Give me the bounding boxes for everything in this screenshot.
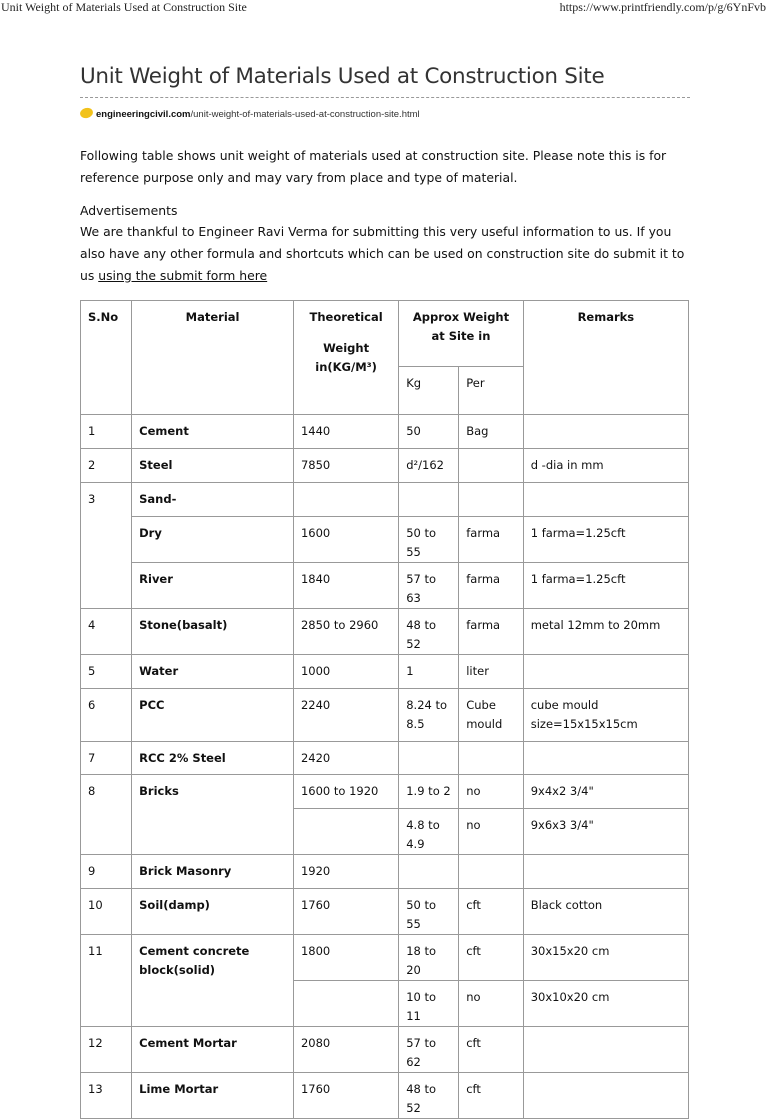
cell-kg bbox=[399, 742, 459, 775]
table-row bbox=[81, 1027, 689, 1073]
table-row bbox=[81, 689, 689, 742]
cell-per: farma bbox=[459, 517, 524, 563]
source-domain[interactable]: engineeringcivil.com bbox=[96, 109, 191, 120]
cell-per: farma bbox=[459, 563, 524, 609]
table-row bbox=[81, 855, 689, 889]
cell-kg: 50 to 55 bbox=[399, 889, 459, 935]
cell-material: Cement Mortar bbox=[132, 1027, 294, 1073]
cell-remarks: cube mould size=15x15x15cm bbox=[523, 689, 688, 742]
cell-weight: 1760 bbox=[293, 889, 398, 935]
cell-weight bbox=[293, 981, 398, 1027]
cell-kg: 48 to 52 bbox=[399, 609, 459, 655]
cell-material: River bbox=[132, 563, 294, 609]
cell-material: Steel bbox=[132, 449, 294, 483]
cell-weight: 2420 bbox=[293, 742, 398, 775]
cell-weight: 1840 bbox=[293, 563, 398, 609]
cell-remarks: 9x4x2 3/4" bbox=[523, 775, 688, 809]
table-row bbox=[81, 1073, 689, 1119]
cell-material: Bricks bbox=[132, 775, 294, 855]
cell-weight: 1920 bbox=[293, 855, 398, 889]
cell-remarks: metal 12mm to 20mm bbox=[523, 609, 688, 655]
cell-kg: 48 to 52 bbox=[399, 1073, 459, 1119]
cell-kg: 10 to 11 bbox=[399, 981, 459, 1027]
header-per: Per bbox=[459, 367, 524, 415]
cell-sno: 7 bbox=[81, 742, 132, 775]
header-material: Material bbox=[132, 301, 294, 415]
table-row bbox=[81, 742, 689, 775]
cell-remarks bbox=[523, 742, 688, 775]
print-header-title: Unit Weight of Materials Used at Construction Site bbox=[1, 0, 247, 14]
cell-per: liter bbox=[459, 655, 524, 689]
table-row bbox=[81, 935, 689, 981]
thanks-paragraph bbox=[80, 221, 692, 287]
cell-sno: 11 bbox=[81, 935, 132, 1027]
cell-sno: 12 bbox=[81, 1027, 132, 1073]
table-body bbox=[81, 415, 689, 1119]
table-row bbox=[81, 449, 689, 483]
cell-remarks bbox=[523, 415, 688, 449]
cell-sno: 4 bbox=[81, 609, 132, 655]
thanks-text: We are thankful to Engineer Ravi Verma for submitting this very useful information to us. If you also have any other formula and shortcuts which can be used on construction site do submit it to us bbox=[80, 224, 685, 283]
cell-sno: 3 bbox=[81, 483, 132, 609]
cell-kg: 1.9 to 2 bbox=[399, 775, 459, 809]
cell-weight: 1000 bbox=[293, 655, 398, 689]
cell-per bbox=[459, 449, 524, 483]
cell-sno: 13 bbox=[81, 1073, 132, 1119]
cell-weight: 2850 to 2960 bbox=[293, 609, 398, 655]
cell-per: no bbox=[459, 809, 524, 855]
header-kg: Kg bbox=[399, 367, 459, 415]
unit-weight-table bbox=[80, 300, 689, 1119]
cell-weight: 7850 bbox=[293, 449, 398, 483]
cell-per bbox=[459, 483, 524, 517]
cell-remarks bbox=[523, 1073, 688, 1119]
cell-material: Water bbox=[132, 655, 294, 689]
cell-per: farma bbox=[459, 609, 524, 655]
cell-kg: 57 to 62 bbox=[399, 1027, 459, 1073]
cell-kg: 50 to 55 bbox=[399, 517, 459, 563]
header-theoretical-line2: Weight in(KG/M³) bbox=[315, 341, 377, 374]
cell-weight: 1440 bbox=[293, 415, 398, 449]
table-row bbox=[81, 563, 689, 609]
table-row bbox=[81, 655, 689, 689]
cell-material: Cement concrete block(solid) bbox=[132, 935, 294, 1027]
cell-material: Dry bbox=[132, 517, 294, 563]
cell-remarks bbox=[523, 855, 688, 889]
cell-material: Lime Mortar bbox=[132, 1073, 294, 1119]
cell-material: Sand- bbox=[132, 483, 294, 517]
source-path[interactable]: /unit-weight-of-materials-used-at-construction-site.html bbox=[190, 109, 420, 120]
cell-weight: 1600 bbox=[293, 517, 398, 563]
cell-remarks bbox=[523, 483, 688, 517]
header-remarks: Remarks bbox=[523, 301, 688, 415]
table-row bbox=[81, 609, 689, 655]
page-title: Unit Weight of Materials Used at Construction Site bbox=[80, 64, 690, 98]
cell-kg: d²/162 bbox=[399, 449, 459, 483]
cell-kg bbox=[399, 483, 459, 517]
cell-sno: 5 bbox=[81, 655, 132, 689]
cell-per bbox=[459, 742, 524, 775]
cell-per: no bbox=[459, 775, 524, 809]
cell-sno: 10 bbox=[81, 889, 132, 935]
table-row bbox=[81, 517, 689, 563]
cell-material: RCC 2% Steel bbox=[132, 742, 294, 775]
cell-sno: 9 bbox=[81, 855, 132, 889]
table-row bbox=[81, 415, 689, 449]
submit-form-link[interactable]: using the submit form here bbox=[98, 268, 268, 283]
cell-per: cft bbox=[459, 1073, 524, 1119]
cell-material: Soil(damp) bbox=[132, 889, 294, 935]
cell-remarks: 1 farma=1.25cft bbox=[523, 517, 688, 563]
cell-remarks: Black cotton bbox=[523, 889, 688, 935]
cell-kg: 50 bbox=[399, 415, 459, 449]
cell-per: cft bbox=[459, 889, 524, 935]
print-header bbox=[0, 0, 768, 16]
table-row bbox=[81, 775, 689, 809]
cell-sno: 8 bbox=[81, 775, 132, 855]
cell-per: cft bbox=[459, 935, 524, 981]
cell-material: Brick Masonry bbox=[132, 855, 294, 889]
advertisements-label: Advertisements bbox=[80, 203, 178, 218]
cell-remarks bbox=[523, 1027, 688, 1073]
cell-weight bbox=[293, 483, 398, 517]
cell-remarks: 9x6x3 3/4" bbox=[523, 809, 688, 855]
cell-remarks: 30x10x20 cm bbox=[523, 981, 688, 1027]
cell-sno: 6 bbox=[81, 689, 132, 742]
cell-sno: 2 bbox=[81, 449, 132, 483]
cell-kg: 57 to 63 bbox=[399, 563, 459, 609]
cell-weight: 1600 to 1920 bbox=[293, 775, 398, 809]
cell-per: Bag bbox=[459, 415, 524, 449]
cell-per bbox=[459, 855, 524, 889]
cell-sno: 1 bbox=[81, 415, 132, 449]
cell-kg: 4.8 to 4.9 bbox=[399, 809, 459, 855]
cell-per: cft bbox=[459, 1027, 524, 1073]
cell-remarks bbox=[523, 655, 688, 689]
print-header-url: https://www.printfriendly.com/p/g/6YnFvb bbox=[559, 0, 766, 14]
table-row bbox=[81, 889, 689, 935]
cell-weight: 1760 bbox=[293, 1073, 398, 1119]
cell-remarks: d -dia in mm bbox=[523, 449, 688, 483]
cell-weight: 2240 bbox=[293, 689, 398, 742]
intro-paragraph: Following table shows unit weight of materials used at construction site. Please note this is for reference purpose only and may vary from place and type of material. bbox=[80, 148, 667, 185]
cell-remarks: 1 farma=1.25cft bbox=[523, 563, 688, 609]
cell-material: PCC bbox=[132, 689, 294, 742]
source-bullet-icon bbox=[79, 106, 94, 119]
table-row bbox=[81, 483, 689, 517]
cell-per: no bbox=[459, 981, 524, 1027]
cell-kg: 18 to 20 bbox=[399, 935, 459, 981]
source-line bbox=[80, 108, 420, 120]
cell-weight bbox=[293, 809, 398, 855]
header-theoretical-line1: Theoretical bbox=[309, 310, 383, 324]
cell-material: Cement bbox=[132, 415, 294, 449]
header-theoretical-weight bbox=[293, 301, 398, 415]
cell-kg bbox=[399, 855, 459, 889]
header-sno: S.No bbox=[81, 301, 132, 415]
cell-material: Stone(basalt) bbox=[132, 609, 294, 655]
cell-weight: 2080 bbox=[293, 1027, 398, 1073]
header-approx-weight: Approx Weight at Site in bbox=[399, 301, 523, 367]
cell-weight: 1800 bbox=[293, 935, 398, 981]
cell-per: Cube mould bbox=[459, 689, 524, 742]
cell-kg: 1 bbox=[399, 655, 459, 689]
cell-kg: 8.24 to 8.5 bbox=[399, 689, 459, 742]
cell-remarks: 30x15x20 cm bbox=[523, 935, 688, 981]
